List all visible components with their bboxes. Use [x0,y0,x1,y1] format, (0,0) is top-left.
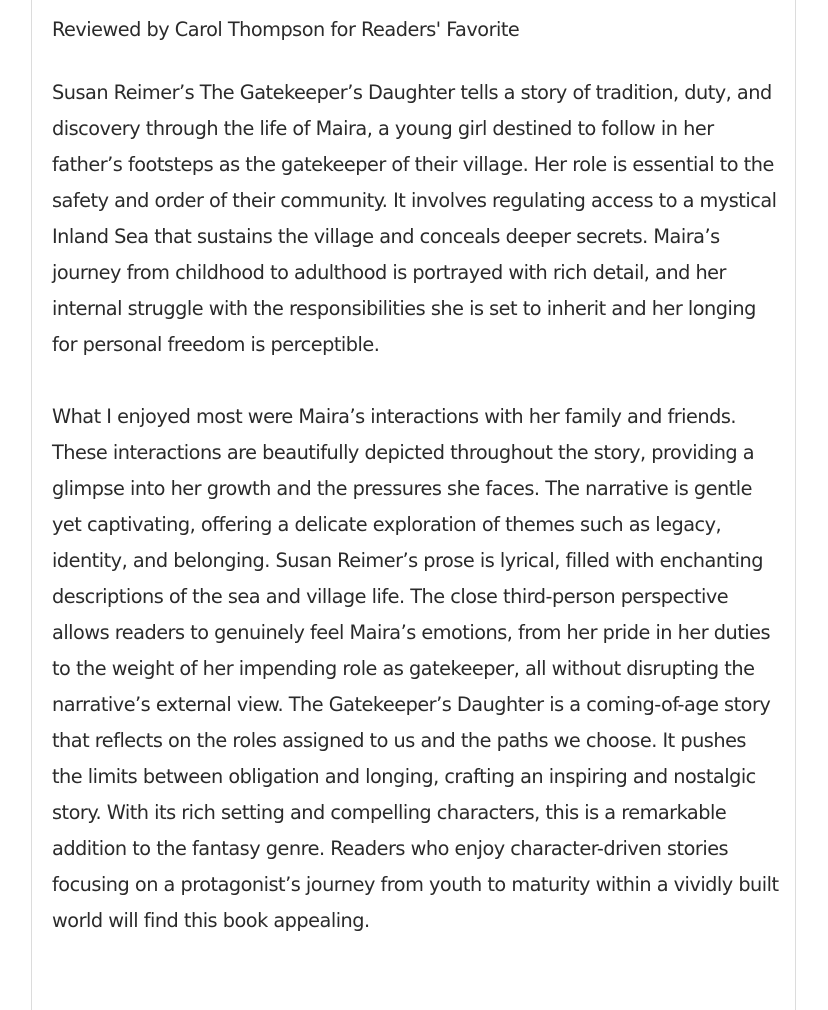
review-content [52,15,780,939]
review-paragraph-1: Susan Reimer’s The Gatekeeper’s Daughter tells a story of tradition, duty, and discovery through the life of Maira, a young girl destined to follow in her father’s footsteps as the gatekeeper of their village. Her role is essential to the safety and order of their community. It involves regulating access to a mystical Inland Sea that sustains the village and conceals deeper secrets. Maira’s journey from childhood to adulthood is portrayed with rich detail, and her internal struggle with the responsibilities she is set to inherit and her longing for personal freedom is perceptible. [52,81,777,356]
reviewer-byline: Reviewed by Carol Thompson for Readers' Favorite [52,18,520,41]
review-paragraph-2: What I enjoyed most were Maira’s interactions with her family and friends. These interactions are beautifully depicted throughout the story, providing a glimpse into her growth and the pressures she faces. The narrative is gentle yet captivating, offering a delicate exploration of themes such as legacy, identity, and belonging. Susan Reimer’s prose is lyrical, filled with enchanting descriptions of the sea and village life. The close third-person perspective allows readers to genuinely feel Maira’s emotions, from her pride in her duties to the weight of her impending role as gatekeeper, all without disrupting the narrative’s external view. The Gatekeeper’s Daughter is a coming-of-age story that reflects on the roles assigned to us and the paths we choose. It pushes the limits between obligation and longing, crafting an inspiring and nostalgic story. With its rich setting and compelling characters, this is a remarkable addition to the fantasy genre. Readers who enjoy character-driven stories focusing on a protagonist’s journey from youth to maturity within a vividly built world will find this book appealing. [52,405,779,932]
